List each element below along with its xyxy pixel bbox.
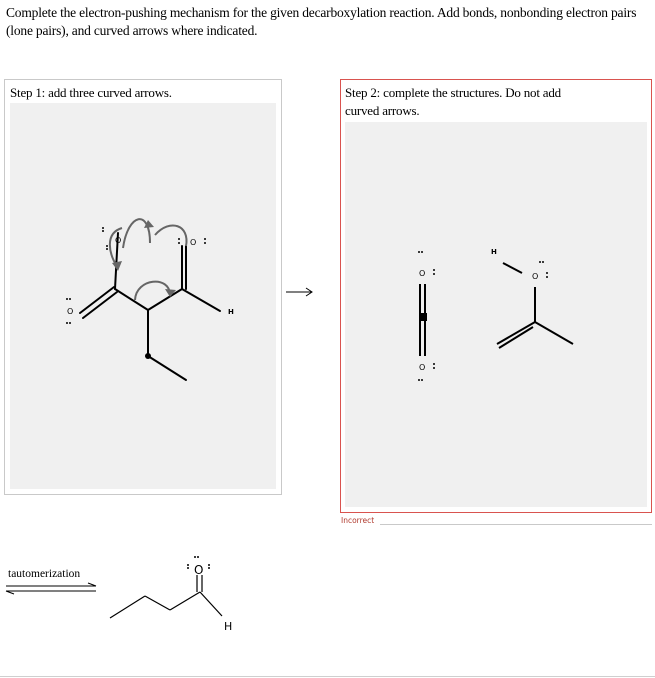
atom-o-left: O <box>67 307 74 316</box>
c-h-bond <box>182 289 220 311</box>
atom-h: H <box>224 620 233 633</box>
c-o-double-bond <box>80 287 114 313</box>
status-divider <box>380 524 652 525</box>
step2-panel <box>340 79 652 513</box>
equilibrium-arrows <box>4 582 98 596</box>
c-c-bond-2 <box>148 289 182 310</box>
step2-molecules <box>345 122 647 507</box>
atom-o-lower: O <box>419 363 426 372</box>
atom-o-enol: O <box>532 272 539 281</box>
reaction-arrow <box>282 280 316 300</box>
instructions-text: Complete the electron-pushing mechanism for the given decarboxylation reaction. Add bonds, nonbonding electron pairs (lone pairs), and curved arrows where indicated. <box>6 5 637 38</box>
step1-molecule <box>10 103 276 489</box>
atom-o: O <box>194 563 204 577</box>
aldehyde-product <box>100 548 250 638</box>
curved-arrow-1 <box>123 219 150 248</box>
c-c-double-bond-2 <box>499 327 533 348</box>
status-incorrect: Incorrect <box>341 516 375 525</box>
step1-title: Step 1: add three curved arrows. <box>10 85 172 100</box>
curved-arrow-2 <box>155 225 187 246</box>
tautomerization-label: tautomerization <box>8 568 81 580</box>
atom-o-top: O <box>115 236 122 245</box>
c-c-bond <box>115 289 148 310</box>
ethyl-bond <box>148 356 186 380</box>
bond-node <box>145 353 151 359</box>
bottom-divider <box>0 676 655 677</box>
atom-o-upper: O <box>419 269 426 278</box>
c-c-double-bond <box>497 322 535 344</box>
o-h-bond <box>503 263 522 273</box>
step1-panel <box>4 79 282 495</box>
c-o-double-bond-2 <box>83 292 117 318</box>
step2-title: Step 2: complete the structures. Do not add curved arrows. <box>345 85 561 118</box>
carbon-node <box>419 313 427 321</box>
c-ch3-bond <box>535 322 573 344</box>
atom-o-right: O <box>190 238 197 247</box>
curved-arrow-3 <box>135 282 170 300</box>
atom-h: H <box>491 248 497 256</box>
step2-drawing-canvas[interactable] <box>345 122 647 507</box>
atom-h: H <box>228 308 234 316</box>
step1-drawing-canvas[interactable] <box>10 103 276 489</box>
